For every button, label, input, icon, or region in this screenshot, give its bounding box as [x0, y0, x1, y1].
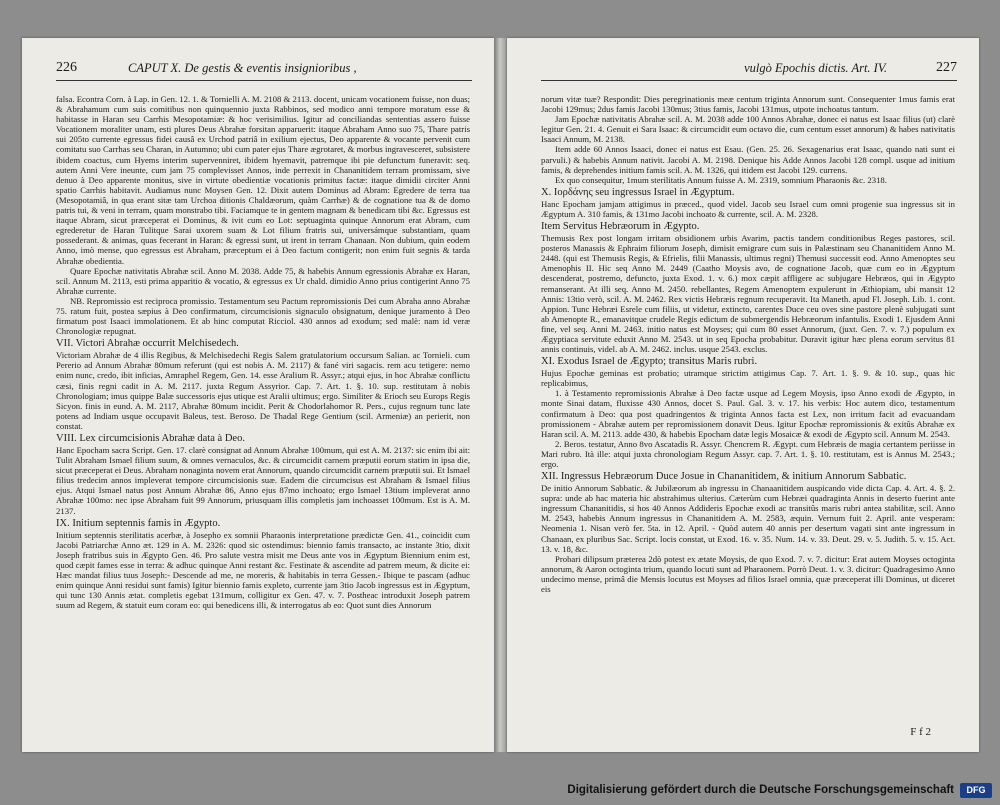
section-text-vii: Victoriam Abrahæ de 4 illis Regibus, & Melchisedechi Regis Salem gratulatorium occursum Salian. ac Tornieli. cum Pererio ad Annum Abrahæ 80mum referunt (qui est nobis A. M. 2117) & fané viri sagacis. rem acu tetigere: nemo enim nunc, credo, ibit inficias, Amraphel Regem, Gen. 14. esse Aralium R. Assyr.; atqui ejus, in hoc Abrahæ conflictu cæsi, finis regni cadit in A. M. 2117. juxta Regum Assyrior. Cap. 7. Art. 1. §. 10. sup. restitutam à nobis Chronologiam; imus quippe Balæ successoris ejus utique est Aralii ultimus; ergo. Similiter & Erioch seu Europs Regis Sicyon. finis in eund. A. M. 2117, Abrahæ 80mum incidit. Perit & Chodorlahomor R. Pers., cujus regnum tunc late potens ad Indiam usque occupavit Baleus, test. Beroso. De Thadal Rege Gentium (scil. Armeniæ) an perierit, non constat.	[56, 350, 470, 431]
right-running-header	[541, 58, 957, 81]
right-paragraph-1: Jam Epochæ nativitatis Abrahæ scil. A. M. 2038 adde 100 Annos Abrahæ, donec ei natus est Isaac filius (ut) clarè legitur Gen. 21. 4. Genuit ei Sara Isaac: & circumcidit eum octavo die, cum centum esset annorum) & habes nativitatis Isaaci Annum, M. 2138.	[541, 114, 955, 145]
footer-credit-text: Digitalisierung gefördert durch die Deutsche Forschungsgemeinschaft	[567, 784, 954, 796]
left-paragraph-1: falsa. Econtra Corn. à Lap. in Gen. 12. 1. & Tornielli A. M. 2108 & 2113. docent, unicam vocationem fuisse, non duas; & Abrahamum cum suis comitibus non quinquennio juxta Rabbinos, sed modico anni tempore moratum esse & habitasse in Haran seu Carrhis Mesopotamiæ: & hoc verisimilius. Igitur ad conciliandas sententias asserо fuisse Vocationem moraliter unam, esti plures Deus Abrahæ forsitan apparuerit: itaque Abraham Anno suo 75, Thare patris sui 205to currente egressus fidei causâ ex Urchod patriâ in exilium ejectus, Deo apparente & vocante pervenit cum comitatu suo Carrhas seu Charan, in Autumno; ubi cum pater ejus Thare ægrotaret, & morbus ingravesceret, subsistere ibidem coactus, cum Hyems interim supervenniret, ibidem hyemavit, patremque ibi pie defunctum funeravit: seq. autem Anni Vere ineunte, cum jam 75 complevisset Annos, inde perrexit in Chananitidem terram promissam, sive denuo à Deo apparente monitus, sive in virtute obedientiæ vocationis primitus factæ: itaque dimidii circiter Anni spatio Carrhis habitavit. Audiamus nunc Moysen Gen. 12. Dixit autem Dominus ad Abram: Egredere de terra tua (Mesopotamiâ, in qua erant sitæ tam Urchoa ditionis Chaldæorum, quàm Carrhæ) & de cognatione tua & de domo patris tui, & veni in terram, quam monstrabo tibi. Faciamque te in gentem magnam & benedicam tibi &c. Egressus est itaque Abram, sicut præceperat ei Dominus, & ivit cum eo Lot: septuaginta quinque Annorum erat Abram, cum egrederetur de Haran Tulitque Sarai uxorem suam & Lot filium fratris sui, universámque substantiam, quam possederant. & animas, quas fecerant in Haran: & egressi sunt, ut irent in terram Chanaan. Non dubium, quin eodem Anno, imò mense, quo egressus est Abraham, præceptum ei à Deo factum contigerit; non enim fuit segnis & tarda Abrahæ obedientia.	[56, 94, 470, 266]
right-running-head: vulgò Epochis dictis. Art. IV.	[744, 61, 887, 75]
left-running-head: CAPUT X. De gestis & eventis insignioribus ,	[128, 61, 357, 75]
left-page-number: 226	[56, 60, 77, 75]
right-body-text	[541, 94, 955, 594]
section-text-xi: Hujus Epochæ geminas est probatio; utramque strictim attigimus Cap. 7. Art. 1. §. 9. & 10. sup., quas hic replicabimus,	[541, 368, 955, 389]
right-intro: norum vitæ tuæ? Respondit: Dies peregrinationis meæ centum triginta Annorum sunt. Consequenter 1mus famis erat Jacobi 129mus; 2dus famis Jacobi 130mus; 3tius famis, Jacobi 131mus, utpote inchoatus tantum.	[541, 94, 955, 115]
section-text-viii: Hanc Epocham sacra Script. Gen. 17. clarè consignat ad Annum Abrahæ 100mum, qui est A. M. 2137: sic enim ibi ait: Tulit Abraham Ismael filium suum, & omnes vernaculos, &c. & circumcidit carnem præputii eorum statim in ipsa die, sicut præceperat ei Deus. Abraham nonaginta novem erat Annorum, quando circumcidit carnem præputii sui. Et Ismael filius tredecim annos impleverat tempore circumcisionis suæ. Eadem die circumcisus est Abraham & Ismael filius ejus. Atqui Ismael natus post Annum Abrahæ 86, Anno ejus 87mo inchoato; ergo Ismael 13tium impleverat anno Abrahæ 100mo: nec ipse Abraham fuit 99 Annorum, priusquam illis completis jam inchoasset 100mum. Est is A. M. 2137.	[56, 445, 470, 516]
section-heading-viii: VIII. Lex circumcisionis Abrahæ data à Deo.	[56, 433, 245, 444]
section-text-x: Hanc Epocham jamjam attigimus in præced., quod videl. Jacob seu Israel cum omni progenie sua ingressus sit in Ægyptum A. 310 famis, & 131mo Jacobi inchoato & currente, scil. A. M. 2328.	[541, 198, 955, 219]
section-heading-xi: XI. Exodus Israel de Ægypto; transitus Maris rubri.	[541, 356, 758, 368]
right-paragraph-2: Item adde 60 Annos Isaaci, donec ei natus est Esau. (Gen. 25. 26. Sexagenarius erat Isaac, quando nati sunt ei parvuli.) & habebis Annum nativit. Jacobi A. M. 2198. Denique his Adde Annos Jacobi 128 compl. usque ad initium famis, & deprehendes initium famis scil. A. M. 1326, qui itidem est Jacobi 129. currens.	[541, 144, 955, 175]
section-heading-servitus: Item Servitus Hebræorum in Ægypto.	[541, 221, 700, 233]
section-heading-ix: IX. Initium septennis famis in Ægypto.	[56, 517, 221, 529]
numbered-point-1: 1. à Testamento repromissionis Abrahæ à Deo factæ usque ad Legem Moysis, ipso Anno exodi de Ægypto, in monte Sinai datam, fluxisse 430 Annos, docet S. Paul. Gal. 3. v. 17. his verbis: Hoc autem dico, testamentum confirmatum à Deo: qua post quadringentos & triginta Annos facta est Lex, non irritum facit ad evacuandam promissionem - Abrahæ autem per repromissionem donavit Deus. Igitur Epochæ repromissionis & exitûs Abrahæ ex Haran scil. A. M. 2113. adde 430, & habebis Epocham datæ legis Mosaicæ & exodi de Ægypto scil. Annum M. 2543.	[541, 388, 955, 439]
right-page-number: 227	[936, 60, 957, 75]
digitization-footer	[0, 775, 1000, 805]
left-page	[22, 38, 494, 752]
section-text-xii: De initio Annorum Sabbatic. & Jubilæorum ab ingressu in Chanaanitidem auspicando vide dicta Cap. 4. Art. 4. §. 2. supra: unde ab hac materia hic abstrahimus ulterius. Cæterùm cum Hebræi quadraginta Annis in deserto fuerint ante ingressum Chananitidis, si hos 40 Annos Addideris Epochæ exodi ac transitûs maris rubri antea stabilitæ, scil. Anno M. 2543, habebis Annum ingressus in Chananitidem A. M. 2583, æquin. Vernum fuit 2. April. ante vesperam: Neomenia 1. Nisan verò fer. 5ta. in 12. April. - Quòd autem 40 annis per desertum vagati sint ante ingressum in Chanaan, ex pluribus Sac. Script. locis constat, ut Exod. 16. v. 35. Num. 14. v. 33. Deut. 29. v. 5. Judith. 5. v. 15. Act. 13. v. 18, &c.	[541, 483, 955, 554]
left-running-header	[56, 58, 472, 81]
section-text-ix: Initium septennis sterilitatis acerbæ, à Josepho ex somnii Pharaonis interpretatione prædictæ Gen. 41., coincidit cum Jacobi Patriarchæ Anno æt. 129 in A. M. 2326: quod sic ostendimus: biennio famis transacto, ac instante 3tio, dixit Joseph fratribus suis in Ægypto Gen. 46. Pro salute vestra misit me Deus ante vos in Ægyptum Biennium enim est, quod cæpit fames esse in terra: & adhuc quinque Anni restant &c. Festinate & ascendite ad patrem meum, & dicite ei: Hæc mandat filius tuus Joseph:- Descende ad me, ne moreris, & habitabis in terra Gessen.- Ibique te pascam (adhuc enim quinque Anni residui sunt famis) Igitur biennio famis expleto, currente jam 3tio Jacob ingressus est in Ægyptum, qui tunc 130 Annis ætat. completis egebat 131mum, colligitur ex Gen. 47. v. 7. Postheac introduxit Joseph patrem suum ad Regem, & statuit eum coram eo: qui benedicens illi, & interrogatus ab eo: Quot sunt dies Annorum	[56, 529, 470, 611]
left-body-text	[56, 94, 470, 610]
section-heading-x: X. Ιορδάνης seu ingressus Israel in Ægyptum.	[541, 186, 735, 198]
right-page	[507, 38, 979, 752]
left-paragraph-3: NB. Repromissio est reciproca promissio. Testamentum seu Pactum repromissionis Dei cum Abraha anno Abrahæ 75. ratum fuit, postea sæpius à Deo confirmatum, circumcisionis signaculo obsignatum, denique juramento à Deo firmatum post Isaaci immolationem. Et ab hinc computat Ricciol. 430 annos ad exodum; sed malè: nam id veræ Chronologiæ repugnat.	[56, 295, 470, 337]
numbered-point-2: 2. Beros. testatur, Anno 8vo Ascatadis R. Assyr. Chencrem R. Ægypt. cum Hebræis de magia certantem periisse in Mari rubro. Ità ille: atqui juxta chronologiam Regum Assyr. cap. 7. Art. 1. §. 10. restitutam, est is Annus M. 2543.; ergo.	[541, 438, 955, 469]
right-paragraph-3: Ex quo consequitur, 1mum sterilitatis Annum fuisse A. M. 2319, somnium Pharaonis &c. 2318.	[555, 174, 887, 185]
section-heading-xii: XII. Ingressus Hebræorum Duce Josue in Chananitidem, & initium Annorum Sabbatic.	[541, 471, 907, 483]
signature-mark: F f 2	[910, 726, 931, 738]
section-text-servitus: Themusis Rex post longam irritam obsidionem urbis Avarim, pactis tandem conditionibus Reges pastores, scil. posteros Manassis & Ephraim filiorum Joseph, dimisit emigrare cum suis in Palæstinam seu Chananitidem Anno M. 2448. (qui est Themusis Regis, & Efrielis, filii Manassis, ultimus regni) Themusi successit eod. Anno Amenoptes seu Amenophis II. Hic seq Anno M. 2449 (Caatho Moysis avo, de cognatione Jacob, quæ cum eo in Ægyptum descenderat, postremo, defuncto, juxta Exod. 1. v. 6.) mox cæpit affligere ac subjugare Hebræos, qui in Ægypto remanserant. At illi seq. Anno M. 2450. rebellantes, Regem Amenoptem expulerunt in Æthiopiam, ubi mansit 12 Annis: 13tio verò, scil. A. M. 2462. Rex victis Hebræis regnum recuperavit. Ita Maneth. apud Fl. Joseph. Lib. 1. cont. Appion. Tunc Hebræi Esrele cum filiis, ut videtur, extincto, carentes Duce ceu oves sine pastore plenè subjugati sunt ab Amenopte R., emanavitque crudele Regis edictum de submergendis Hebræorum infantulis. Exodi 1. Ejusdem Anni fine, vel seq. Anni M. 2463. initio natus est Moyses; qui cum 80 esset Annorum, (juxt. Gen. 7. v. 7.) populum ex Ægyptiaca servitute eduxit Anno M. 2543. ut in seq Epocha probabitur. Duravit igitur hæc plena eorum servitus 81 annis continuis, videl. ab A. M. 2462. inclus. usque 2543. exclus.	[541, 233, 955, 355]
left-paragraph-2: Quare Epochæ nativitatis Abrahæ scil. Anno M. 2038. Adde 75, & habebis Annum egressionis Abrahæ ex Haran, scil. Annum M. 2113, esti prima apparitio & vocatio, & egressus ex Ur chald. dimidio Anno prius contigerint Anno 75 Abrahæ currente.	[56, 265, 470, 296]
dfg-logo[interactable]: DFG	[960, 783, 992, 798]
section-text-xii-cont: Probari dilipsum præterea 2dò potest ex ætate Moysis, de quo Exod. 7. v. 7. dicitur: Erat autem Moyses octoginta annorum, & Aaron octoginta trium, quando locuti sunt ad Pharaonem. Porrò Deut. 1. v. 3. dicitur: Quadragesimo Anno undecimo mense, primâ die Mensis locutus est Moyses ad filios Israel omnia, quæ præceperat illi Dominus, ut diceret eis	[541, 553, 955, 595]
book-gutter	[494, 38, 507, 752]
section-heading-vii: VII. Victori Abrahæ occurrit Melchisedech.	[56, 338, 239, 350]
